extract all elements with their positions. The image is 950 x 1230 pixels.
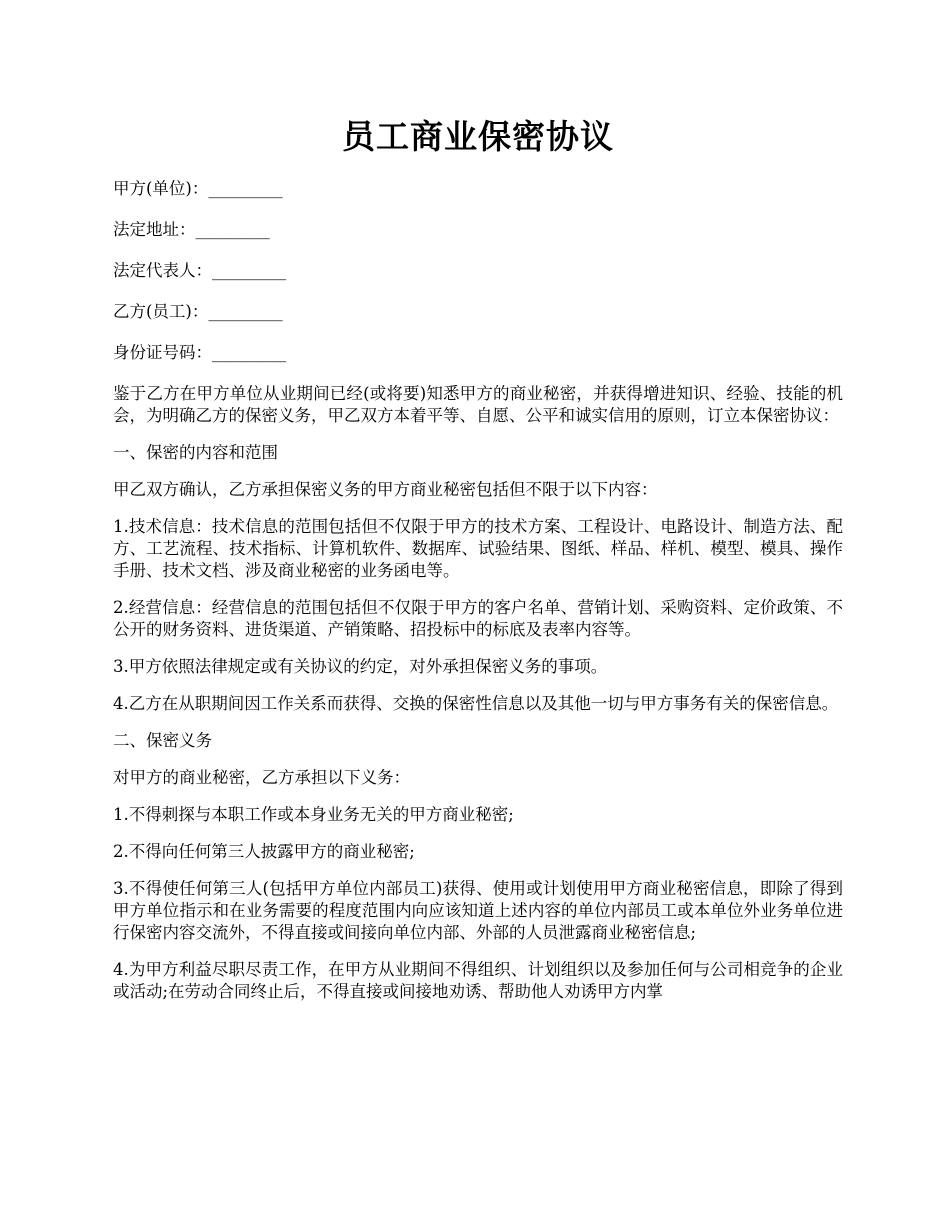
document-page (113, 112, 843, 1018)
document-body (113, 383, 843, 1003)
paragraph: 4.为甲方利益尽职尽责工作，在甲方从业期间不得组织、计划组织以及参加任何与公司相竞争的企业或活动;在劳动合同终止后，不得直接或间接地劝诱、帮助他人劝诱甲方内掌 (113, 960, 843, 1001)
document-title: 员工商业保密协议 (342, 117, 614, 156)
field-party-a: 甲方(单位)：_________ (113, 179, 283, 198)
paragraph: 4.乙方在从职期间因工作关系而获得、交换的保密性信息以及其他一切与甲方事务有关的保密信息。 (113, 694, 839, 713)
paragraph: 1.不得刺探与本职工作或本身业务无关的甲方商业秘密; (113, 805, 514, 824)
party-fields (113, 178, 843, 364)
paragraph: 甲乙双方确认，乙方承担保密义务的甲方商业秘密包括但不限于以下内容： (113, 480, 658, 499)
preamble-paragraph: 鉴于乙方在甲方单位从业期间已经(或将要)知悉甲方的商业秘密，并获得增进知识、经验、技能的机会，为明确乙方的保密义务，甲乙双方本着平等、自愿、公平和诚实信用的原则，订立本保密协议： (113, 384, 843, 425)
section-heading-scope: 一、保密的内容和范围 (113, 443, 278, 462)
paragraph: 3.不得使任何第三人(包括甲方单位内部员工)获得、使用或计划使用甲方商业秘密信息，即除了得到甲方单位指示和在业务需要的程度范围内向应该知道上述内容的单位内部员工或本单位外业务单位进行保密内容交流外，不得直接或间接向单位内部、外部的人员泄露商业秘密信息; (113, 879, 843, 942)
field-legal-representative: 法定代表人：_________ (113, 261, 287, 280)
paragraph: 1.技术信息：技术信息的范围包括但不仅限于甲方的技术方案、工程设计、电路设计、制造方法、配方、工艺流程、技术指标、计算机软件、数据库、试验结果、图纸、样品、样机、模型、模具、操作手册、技术文档、涉及商业秘密的业务函电等。 (113, 517, 843, 580)
paragraph: 2.不得向任何第三人披露甲方的商业秘密; (113, 842, 415, 861)
paragraph: 2.经营信息：经营信息的范围包括但不仅限于甲方的客户名单、营销计划、采购资料、定价政策、不公开的财务资料、进货渠道、产销策略、招投标中的标底及表率内容等。 (113, 598, 843, 639)
section-heading-obligations: 二、保密义务 (113, 731, 212, 750)
paragraph: 3.甲方依照法律规定或有关协议的约定，对外承担保密义务的事项。 (113, 657, 608, 676)
paragraph: 对甲方的商业秘密，乙方承担以下义务： (113, 768, 410, 787)
field-id-number: 身份证号码：_________ (113, 343, 287, 362)
field-party-b: 乙方(员工)：_________ (113, 302, 283, 321)
field-legal-address: 法定地址：_________ (113, 220, 270, 239)
